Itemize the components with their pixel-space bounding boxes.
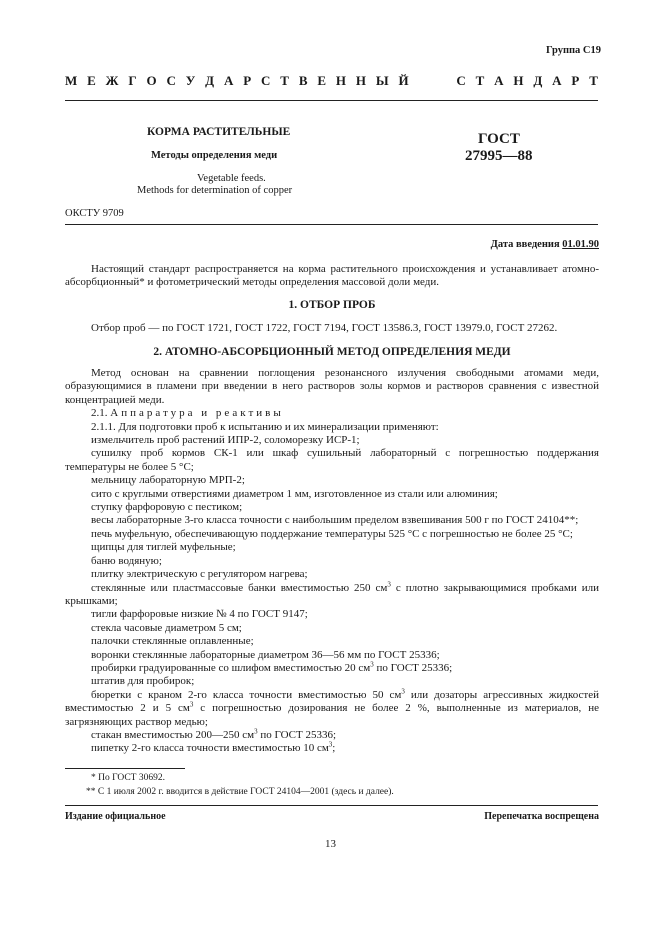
list-item: измельчитель проб растений ИПР-2, соломорезку ИСР-1; [91,434,360,447]
list-item: плитку электрическую с регулятором нагрева; [91,568,308,581]
banner-letter: А [494,73,504,88]
standard-banner [65,73,598,89]
page-number: 13 [325,838,336,850]
list-item: пипетку 2-го класса точности вместимостью 10 $см^3$; [91,740,336,755]
banner-letter: Т [475,73,485,88]
list-item: палочки стеклянные оплавленные; [91,635,254,648]
oksty-code: ОКСТУ 9709 [65,208,124,219]
reprint-note: Перепечатка воспрещена [484,811,599,822]
list-item: стекла часовые диаметром 5 см; [91,621,242,634]
banner-letter: Г [128,73,137,88]
banner-letter: Н [335,73,347,88]
banner-letter: С [261,73,271,88]
subsection-2-1-1: 2.1.1. Для подготовки проб к испытанию и их минерализации применяют: [91,420,439,433]
section-1-heading: 1. ОТБОР ПРОБ [288,299,376,311]
list-item: пробирки градуированные со шлифом вместимостью 20 $см^3$ по ГОСТ 25336; [91,660,453,674]
subsection-2-1-heading: 2.1. Аппаратура и реактивы [91,407,284,420]
banner-letter: Е [317,73,327,88]
list-item: ступку фарфоровую с пестиком; [91,501,243,514]
english-subtitle: Methods for determination of copper [137,185,293,196]
footnote-1: * По ГОСТ 30692. [91,773,165,783]
footer-rule [65,805,598,806]
banner-letter: О [146,73,157,88]
footnote-rule [65,768,185,769]
list-item: весы лабораторные 3-го класса точности с наибольшим пределом взвешивания 500 г по ГОСТ 24104**; [91,514,579,527]
banner-letter: Р [571,73,580,88]
document-subtitle: Методы определения меди [151,150,278,161]
document-title: КОРМА РАСТИТЕЛЬНЫЕ [147,126,291,138]
footnote-2: ** С 1 июля 2002 г. вводится в действие ГОСТ 24104—2001 (здесь и далее). [86,787,394,797]
banner-letter: У [185,73,196,88]
list-item: штатив для пробирок; [91,675,195,688]
banner-gap [418,73,446,89]
banner-letter: Н [355,73,366,88]
section-2-heading: 2. АТОМНО-АБСОРБЦИОННЫЙ МЕТОД ОПРЕДЕЛЕНИЯ МЕДИ [153,346,511,358]
date-value: 01.01.90 [562,239,599,250]
banner-letter: Т [589,73,598,88]
edition-note: Издание официальное [65,811,166,822]
banner-letter: Ы [375,73,389,88]
banner-letter: М [65,73,78,88]
list-item: баню водяную; [91,554,162,567]
list-item: тигли фарфоровые низкие № 4 по ГОСТ 9147; [91,608,308,621]
intro-paragraph [65,263,599,290]
effective-date [491,239,599,250]
banner-letter: Е [87,73,96,88]
english-title: Vegetable feeds. [197,173,266,184]
list-item: печь муфельную, обеспечивающую поддержание температуры 525 °С с погрешностью не более 25 °С; [91,527,573,540]
group-code: Группа С19 [545,45,601,56]
banner-letter: Т [280,73,289,88]
banner-letter: С [166,73,176,88]
list-item: стакан вместимостью 200—250 $см^3$ по ГОСТ 25336; [91,727,337,741]
list-item: щипцы для тиглей муфельные; [91,541,236,554]
list-item: сито с круглыми отверстиями диаметром 1 мм, изготовленное из стали или алюминия; [91,487,498,500]
intro-text: Настоящий стандарт распространяется на корма растительного происхождения и устанавливает атомно-абсорбционный* и фотометрический методы определения массовой доли меди. [65,263,599,289]
banner-letter: Д [205,73,215,88]
list-item: воронки стеклянные лабораторные диаметром 36—56 мм по ГОСТ 25336; [91,648,440,661]
header-rule [65,100,598,101]
list-item: стеклянные или пластмассовые банки вместимостью 250 $см^3$ с плотно закрывающимися пробками или крышками; [65,579,599,607]
list-item: мельницу лабораторную МРП-2; [91,474,245,487]
banner-letter: Ж [105,73,119,88]
banner-letter: А [552,73,562,88]
gost-number: 27995—88 [465,148,533,164]
banner-letter: С [456,73,466,88]
banner-letter: А [223,73,234,88]
banner-letter: Н [513,73,524,88]
banner-letter: Д [533,73,543,88]
list-item: бюретки с краном 2-го класса точности вместимостью 50 $см^3$ или дозаторы агрессивных жидкостей вместимостью 2 и 5 $см^3$ с погрешностью дозирования не более 2 %, выполненные из материалов, не загрязняющих раствор медью; [65,687,599,728]
section-1-body [65,322,599,335]
list-item: сушилку проб кормов СК-1 или шкаф сушильный лабораторный с погрешностью поддержания температуры не более 5 °С; [65,447,599,473]
banner-letter: Р [243,73,252,88]
banner-letter: В [298,73,308,88]
section-2-body [65,367,599,756]
section-2-intro: Метод основан на сравнении поглощения резонансного излучения свободными атомами меди, образующимися в пламени при введении в него растворов золы кормов и растворов сравнения с известной концентрацией меди. [65,367,599,406]
gost-label: ГОСТ [478,131,520,147]
banner-letter: Й [398,73,409,88]
section-1-text: Отбор проб — по ГОСТ 1721, ГОСТ 1722, ГОСТ 7194, ГОСТ 13586.3, ГОСТ 13979.0, ГОСТ 27262. [91,322,558,334]
title-rule [65,224,598,225]
date-label: Дата введения [490,239,563,250]
